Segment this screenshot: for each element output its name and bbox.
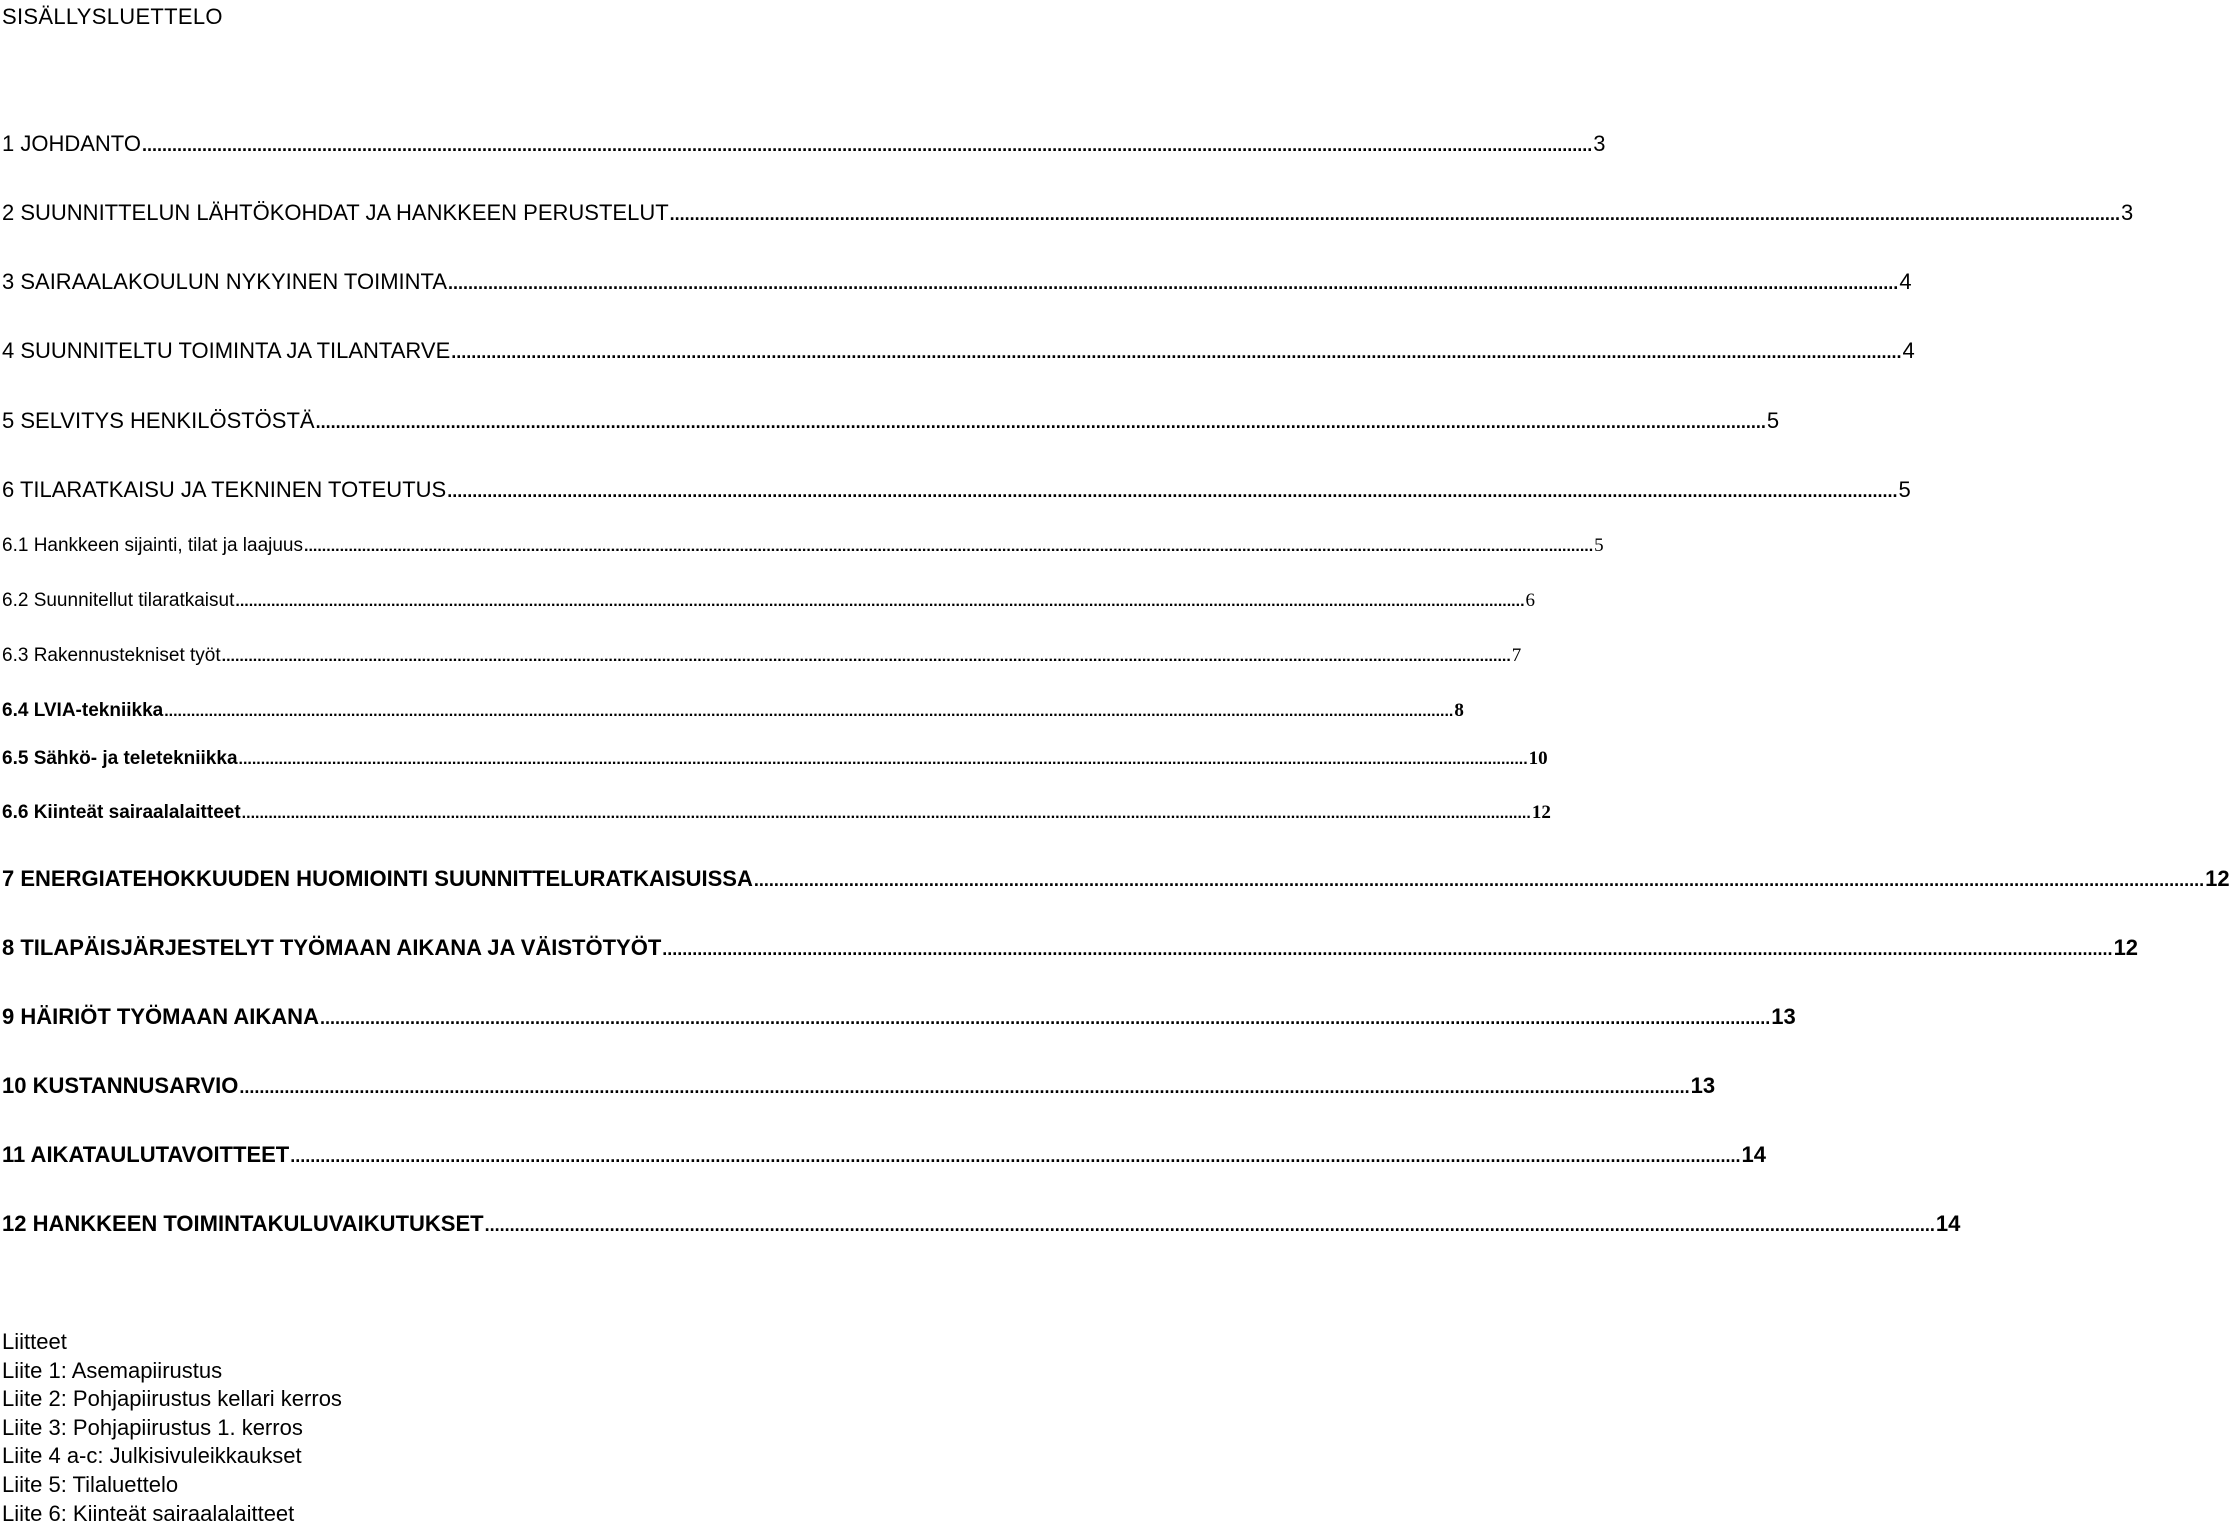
toc-page-number: 8 <box>1454 700 1464 721</box>
appendix-item: Liite 5: Tilaluettelo <box>2 1471 179 1497</box>
toc-entry-label: 6.5 Sähkö- ja teletekniikka <box>2 748 238 769</box>
toc-page-number: 3 <box>2120 200 2134 225</box>
toc-page-number: 14 <box>1741 1142 1767 1167</box>
toc-leader <box>239 747 1528 772</box>
toc-entry-12[interactable] <box>2 1211 1961 1238</box>
toc-leader <box>316 408 1766 435</box>
toc-page-number: 5 <box>1766 408 1780 433</box>
toc-entry-label: 5 SELVITYS HENKILÖSTÖSTÄ <box>2 408 315 433</box>
toc-page-number: 14 <box>1935 1211 1961 1236</box>
toc-leader <box>447 477 1897 504</box>
toc-entry-6-1[interactable] <box>2 534 1604 559</box>
toc-leader <box>670 200 2120 227</box>
toc-entry-4[interactable] <box>2 338 1915 365</box>
toc-page-number: 12 <box>1531 802 1551 823</box>
appendix-item: Liite 4 a-c: Julkisivuleikkaukset <box>2 1443 302 1469</box>
appendix-list <box>2 1328 342 1528</box>
toc-entry-1[interactable] <box>2 131 1606 158</box>
toc-entry-9[interactable] <box>2 1004 1796 1031</box>
toc-leader <box>235 589 1524 614</box>
toc-entry-7[interactable] <box>2 866 2230 893</box>
toc-entry-label: 6.2 Suunnitellut tilaratkaisut <box>2 590 235 611</box>
toc-entry-label: 8 TILAPÄISJÄRJESTELYT TYÖMAAN AIKANA JA VÄISTÖTYÖT <box>2 935 662 960</box>
appendix-item: Liite 3: Pohjapiirustus 1. kerros <box>2 1414 303 1440</box>
toc-entry-6-5[interactable] <box>2 747 1548 772</box>
toc-entry-label: 11 AIKATAULUTAVOITTEET <box>2 1142 290 1167</box>
toc-leader <box>164 699 1453 724</box>
toc-entry-6-6[interactable] <box>2 801 1551 826</box>
toc-entry-label: 9 HÄIRIÖT TYÖMAAN AIKANA <box>2 1004 319 1029</box>
toc-entry-label: 6.6 Kiinteät sairaalalaitteet <box>2 802 241 823</box>
toc-leader <box>451 338 1901 365</box>
toc-page-number: 3 <box>1593 131 1606 156</box>
page-title: SISÄLLYSLUETTELO <box>2 4 223 29</box>
toc-entry-10[interactable] <box>2 1073 1716 1100</box>
toc-leader <box>485 1211 1935 1238</box>
toc-entry-label: 3 SAIRAALAKOULUN NYKYINEN TOIMINTA <box>2 269 448 294</box>
toc-page-number: 12 <box>2113 935 2139 960</box>
toc-entry-8[interactable] <box>2 935 2139 962</box>
toc-page-number: 13 <box>1690 1073 1716 1098</box>
toc-entry-6-4[interactable] <box>2 699 1464 724</box>
toc-entry-6-2[interactable] <box>2 589 1536 614</box>
toc-entry-label: 2 SUUNNITTELUN LÄHTÖKOHDAT JA HANKKEEN PERUSTELUT <box>2 200 669 225</box>
toc-page-number: 5 <box>1898 477 1911 502</box>
toc-leader <box>448 269 1898 296</box>
toc-page-number: 10 <box>1528 748 1548 769</box>
toc-entry-11[interactable] <box>2 1142 1767 1169</box>
appendix-heading: Liitteet <box>2 1329 67 1354</box>
toc-leader <box>242 801 1531 826</box>
toc-page-number: 4 <box>1899 269 1912 294</box>
toc-leader <box>290 1142 1740 1169</box>
toc-leader <box>662 935 2112 962</box>
toc-entry-label: 6.1 Hankkeen sijainti, tilat ja laajuus <box>2 535 304 556</box>
toc-entry-6-3[interactable] <box>2 644 1522 669</box>
toc-entry-label: 6.3 Rakennustekniset työt <box>2 645 221 666</box>
toc-entry-label: 1 JOHDANTO <box>2 131 141 156</box>
toc-page-number: 13 <box>1771 1004 1796 1029</box>
toc-leader <box>320 1004 1770 1031</box>
toc-entry-3[interactable] <box>2 269 1912 296</box>
toc-leader <box>239 1073 1689 1100</box>
toc-entry-label: 6.4 LVIA-tekniikka <box>2 700 164 721</box>
toc-entry-label: 6 TILARATKAISU JA TEKNINEN TOTEUTUS <box>2 477 447 502</box>
toc-entry-label: 7 ENERGIATEHOKKUUDEN HUOMIOINTI SUUNNITTELURATKAISUISSA <box>2 866 753 891</box>
toc-page-number: 5 <box>1594 535 1604 556</box>
toc-page-number: 12 <box>2205 866 2230 891</box>
toc-entry-label: 4 SUUNNITELTU TOIMINTA JA TILANTARVE <box>2 338 451 363</box>
toc-entry-6[interactable] <box>2 477 1911 504</box>
toc-entry-5[interactable] <box>2 408 1780 435</box>
toc-entry-2[interactable] <box>2 200 2134 227</box>
appendix-item: Liite 2: Pohjapiirustus kellari kerros <box>2 1386 342 1412</box>
toc-entry-label: 10 KUSTANNUSARVIO <box>2 1073 239 1098</box>
toc-page-number: 6 <box>1525 590 1536 611</box>
appendix-item: Liite 1: Asemapiirustus <box>2 1357 223 1383</box>
toc-leader <box>754 866 2204 893</box>
toc-leader <box>304 534 1593 559</box>
toc-entry-label: 12 HANKKEEN TOIMINTAKULUVAIKUTUKSET <box>2 1211 484 1236</box>
toc-leader <box>222 644 1511 669</box>
toc-page-number: 7 <box>1511 645 1522 666</box>
toc-leader <box>142 131 1592 158</box>
appendix-item: Liite 6: Kiinteät sairaalalaitteet <box>2 1500 295 1526</box>
toc-page-number: 4 <box>1902 338 1915 363</box>
